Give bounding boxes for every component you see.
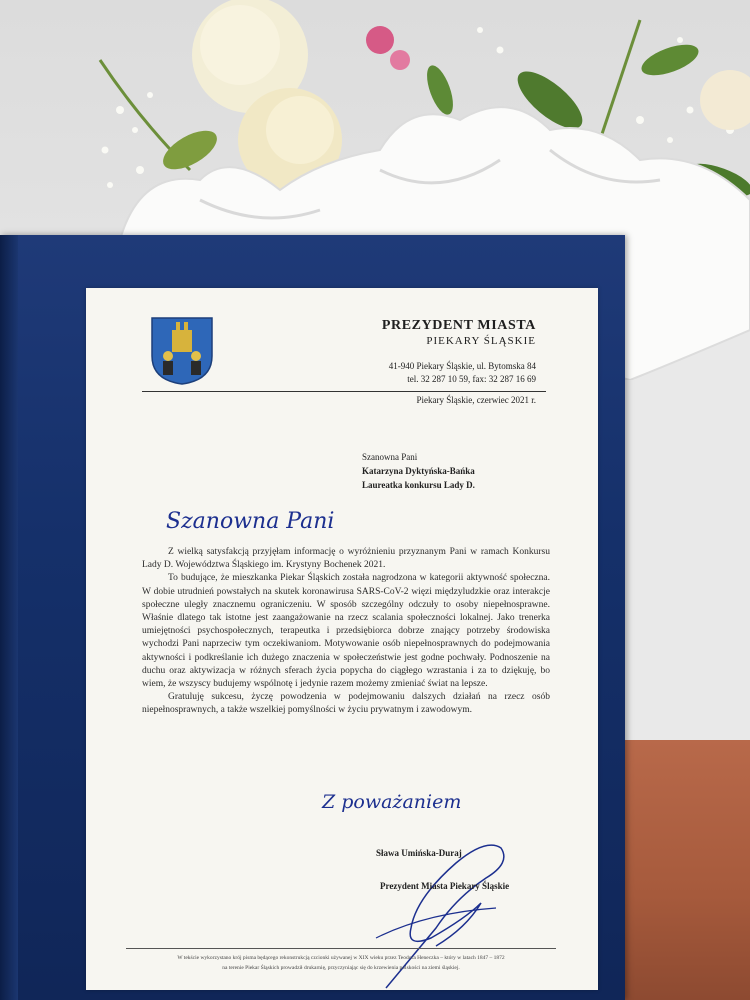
- body-paragraph: Z wielką satysfakcją przyjęłam informację o wyróżnieniu przyznanym Pani w ramach Konkursu Lady D. Województwa Śląskiego im. Krystyny Bochenek 2021.: [142, 547, 550, 571]
- footnote-line: W tekście wykorzystano krój pisma będącego rekonstrukcją czcionki używanej w XIX wieku przez Teodora Heneczka – który w latach 1847 – 1872: [177, 955, 505, 961]
- header-address: 41-940 Piekary Śląskie, ul. Bytomska 84: [388, 361, 536, 371]
- handwritten-greeting-text: Szanowna Pani: [166, 509, 334, 534]
- handwritten-closing-text: Z poważaniem: [322, 791, 462, 813]
- addressee-block: [362, 450, 475, 492]
- signer-name: Sława Umińska-Duraj: [376, 848, 462, 858]
- footnote-line: na terenie Piekar Śląskich prowadził drukarnię, przyczyniając się do krzewienia polskości na ziemi śląskiej.: [222, 965, 460, 971]
- body-paragraph: To budujące, że mieszkanka Piekar Śląskich została nagrodzona w kategorii aktywność społeczna. W dobie utrudnień powstałych na skutek koronawirusa SARS-CoV-2 więzi międzyludzkie oraz interakcje społeczne uległy znacznemu ograniczeniu. W sposób szczególny odczuły to osoby niepełnosprawne. Właśnie dlatego tak istotne jest zaangażowanie na rzecz scalania społeczności lokalnej. Jako trenerka umiejętności psychospołecznych, terapeutka i przedsiębiorca dobrze znający potrzeby środowiska wychodzi Pani naprzeciw tym oczekiwaniom. Motywowanie osób niepełnosprawnych do podejmowania aktywności i podkreślanie ich dużego znaczenia w społeczeństwie jest godne pochwały. Podnoszenie na duchu oraz aktywizacja w różnych sferach życia popycha do ciągłego wzrastania i za to dziękuję, bo wiem, że wszyscy budujemy wspólnotę i jedynie razem możemy zmieniać świat na lepsze.: [142, 573, 550, 690]
- body-paragraph: Gratuluję sukcesu, życzę powodzenia w podejmowaniu dalszych działań na rzecz osób niepełnosprawnych, a także wszelkiej pomyślności w życiu prywatnym i zawodowym.: [142, 692, 550, 716]
- header-subtitle: PIEKARY ŚLĄSKIE: [426, 335, 536, 347]
- header-title: PREZYDENT MIASTA: [381, 318, 536, 333]
- folder-spine: [0, 235, 18, 1000]
- letter-sheet: [86, 288, 598, 990]
- city-coat-of-arms-icon: [150, 316, 214, 386]
- letter-body: [142, 546, 550, 718]
- footnote: [126, 953, 556, 973]
- header-address-block: [389, 360, 536, 386]
- addressee-salutation: Szanowna Pani: [362, 452, 418, 462]
- header-contact: tel. 32 287 10 59, fax: 32 287 16 69: [407, 374, 536, 384]
- header-divider: [142, 391, 546, 392]
- handwritten-greeting: [164, 500, 334, 540]
- footer-divider: [126, 948, 556, 949]
- addressee-name: Katarzyna Dyktyńska-Bańka: [362, 466, 475, 476]
- addressee-title: Laureatka konkursu Lady D.: [362, 480, 475, 490]
- signer-role: Prezydent Miasta Piekary Śląskie: [380, 881, 510, 891]
- letter-date: Piekary Śląskie, czerwiec 2021 r.: [416, 395, 536, 405]
